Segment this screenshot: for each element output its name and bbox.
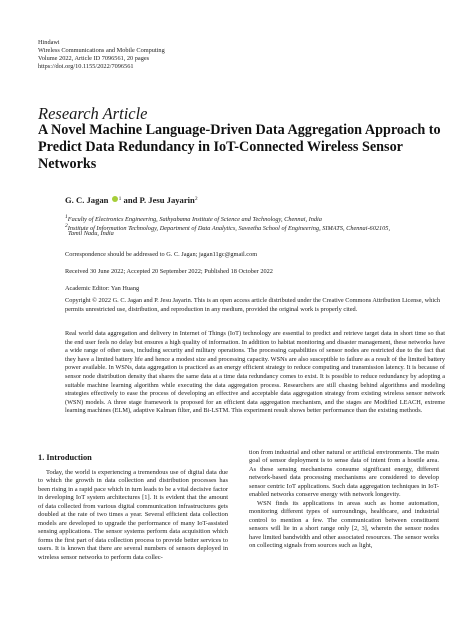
- section-heading: 1. Introduction: [38, 453, 92, 462]
- doi-link[interactable]: https://doi.org/10.1155/2022/7096561: [38, 63, 134, 70]
- author-connector: and: [123, 195, 138, 205]
- volume-info: Volume 2022, Article ID 7096561, 20 pages: [38, 55, 150, 62]
- paragraph: WSN finds its applications in areas such as home automation, monitoring different types of surroundings, healthcare, and industrial control to mention a few. The communication between constituent sensors will lie in a short range only [2, 3], wherein the sensor nodes have limited bandwidth and other associated resources. The sensor works on collecting signals from sources such as light,: [249, 499, 439, 549]
- article-type: Research Article: [38, 104, 148, 123]
- affiliation-text: Faculty of Electronics Engineering, Sathyabama Institute of Science and Technology, Chennai, India: [67, 216, 322, 223]
- author-superscript: 2: [194, 196, 198, 202]
- copyright-notice: Copyright © 2022 G. C. Jagan and P. Jesu Jayarin. This is an open access article distributed under the Creative Commons Attribution License, which permits unrestricted use, distribution, and reproduction in any medium, provided the original work is properly cited.: [65, 297, 441, 313]
- affiliation-continued: Tamil Nadu, India: [68, 230, 114, 237]
- journal-metadata: [38, 39, 165, 71]
- author-superscript: 1: [118, 196, 122, 202]
- paragraph: tion from industrial and other natural or artificial environments. The main goal of sensor deployment is to sense data of intent from a hostile area. As these sensing mechanisms consume significant energy, different network-based data processing mechanisms are considered to develop sensor centric IoT applications. Such data aggregation techniques in IoT-enabled networks conserve energy with network longevity.: [249, 449, 439, 499]
- academic-editor: Academic Editor: Yan Huang: [65, 285, 140, 292]
- paragraph: Today, the world is experiencing a tremendous use of digital data due to which the growth in data collection and distribution processes has been rising in a rapid pace which in turn leads to be a vital decisive factor in developing IoT system architectures [1]. It is evident that the amount of data collected from various digital communication infrastructures gets doubled at the rate of two times a year. Several efficient data collection models are developed to upgrade the performance of many IoT-assisted sensing applications. The sensor systems perform data acquisition which forms the first part of data collection process to provide better services to users. It is known that there are several numbers of sensors deployed in wireless sensor networks to perform data collec-: [38, 469, 228, 561]
- author-name: P. Jesu Jayarin: [139, 195, 195, 205]
- affiliation-superscript: 2: [65, 223, 68, 229]
- affiliation-text: Institute of Information Technology, Department of Data Analytics, Saveetha School of Engineering, SIMATS, Chennai-602105,: [67, 225, 391, 232]
- abstract: Real world data aggregation and delivery in Internet of Things (IoT) technology are essential to predict and retrieve target data in short time so that the end user feels no delay but ensures a high quality of information. In addition to habitat monitoring and disaster management, these networks have a wide range of other uses, including security and military operations. The processing capabilities of sensor nodes are restricted due to the fact that they have a limited battery life and hence a modest size and processing capacity. WSNs are also susceptible to failure as a result of the limited battery power available. In WSNs, data aggregation is practiced as an energy efficient strategy to reduce computing and transmission latency. It is because of sensor node distribution density that shares the same data at a time data redundancy comes to exist. It is possible to reduce redundancy by adopting a suitable machine learning algorithm while executing the data aggregation process. Researchers are still chasing behind algorithms and modeling strategies effectively to ease the process of developing an effective and acceptable data aggregation strategy from existing wireless sensor network (WSN) models. A three stage framework is proposed for an efficient data aggregation mechanism, and the stages are Modified LEACH, extreme learning machines (ELM), adaptive Kalman filter, and Bi-LSTM. This experiment result shows better performance than the existing methods.: [65, 330, 445, 415]
- publisher-name: Hindawi: [38, 39, 60, 46]
- journal-name: Wireless Communications and Mobile Computing: [38, 47, 165, 54]
- author-name: G. C. Jagan: [65, 195, 109, 205]
- paper-title: A Novel Machine Language-Driven Data Aggregation Approach to Predict Data Redundancy in IoT-Connected Wireless Sensor Networks: [38, 122, 441, 172]
- author-list: [65, 195, 198, 205]
- body-column-right: [249, 449, 439, 550]
- orcid-icon[interactable]: [112, 196, 118, 202]
- body-column-left: [38, 469, 228, 562]
- publication-dates: Received 30 June 2022; Accepted 20 September 2022; Published 18 October 2022: [65, 268, 273, 275]
- correspondence: Correspondence should be addressed to G. C. Jagan; jagan11gc@gmail.com: [65, 251, 258, 258]
- affiliation-superscript: 1: [65, 214, 68, 220]
